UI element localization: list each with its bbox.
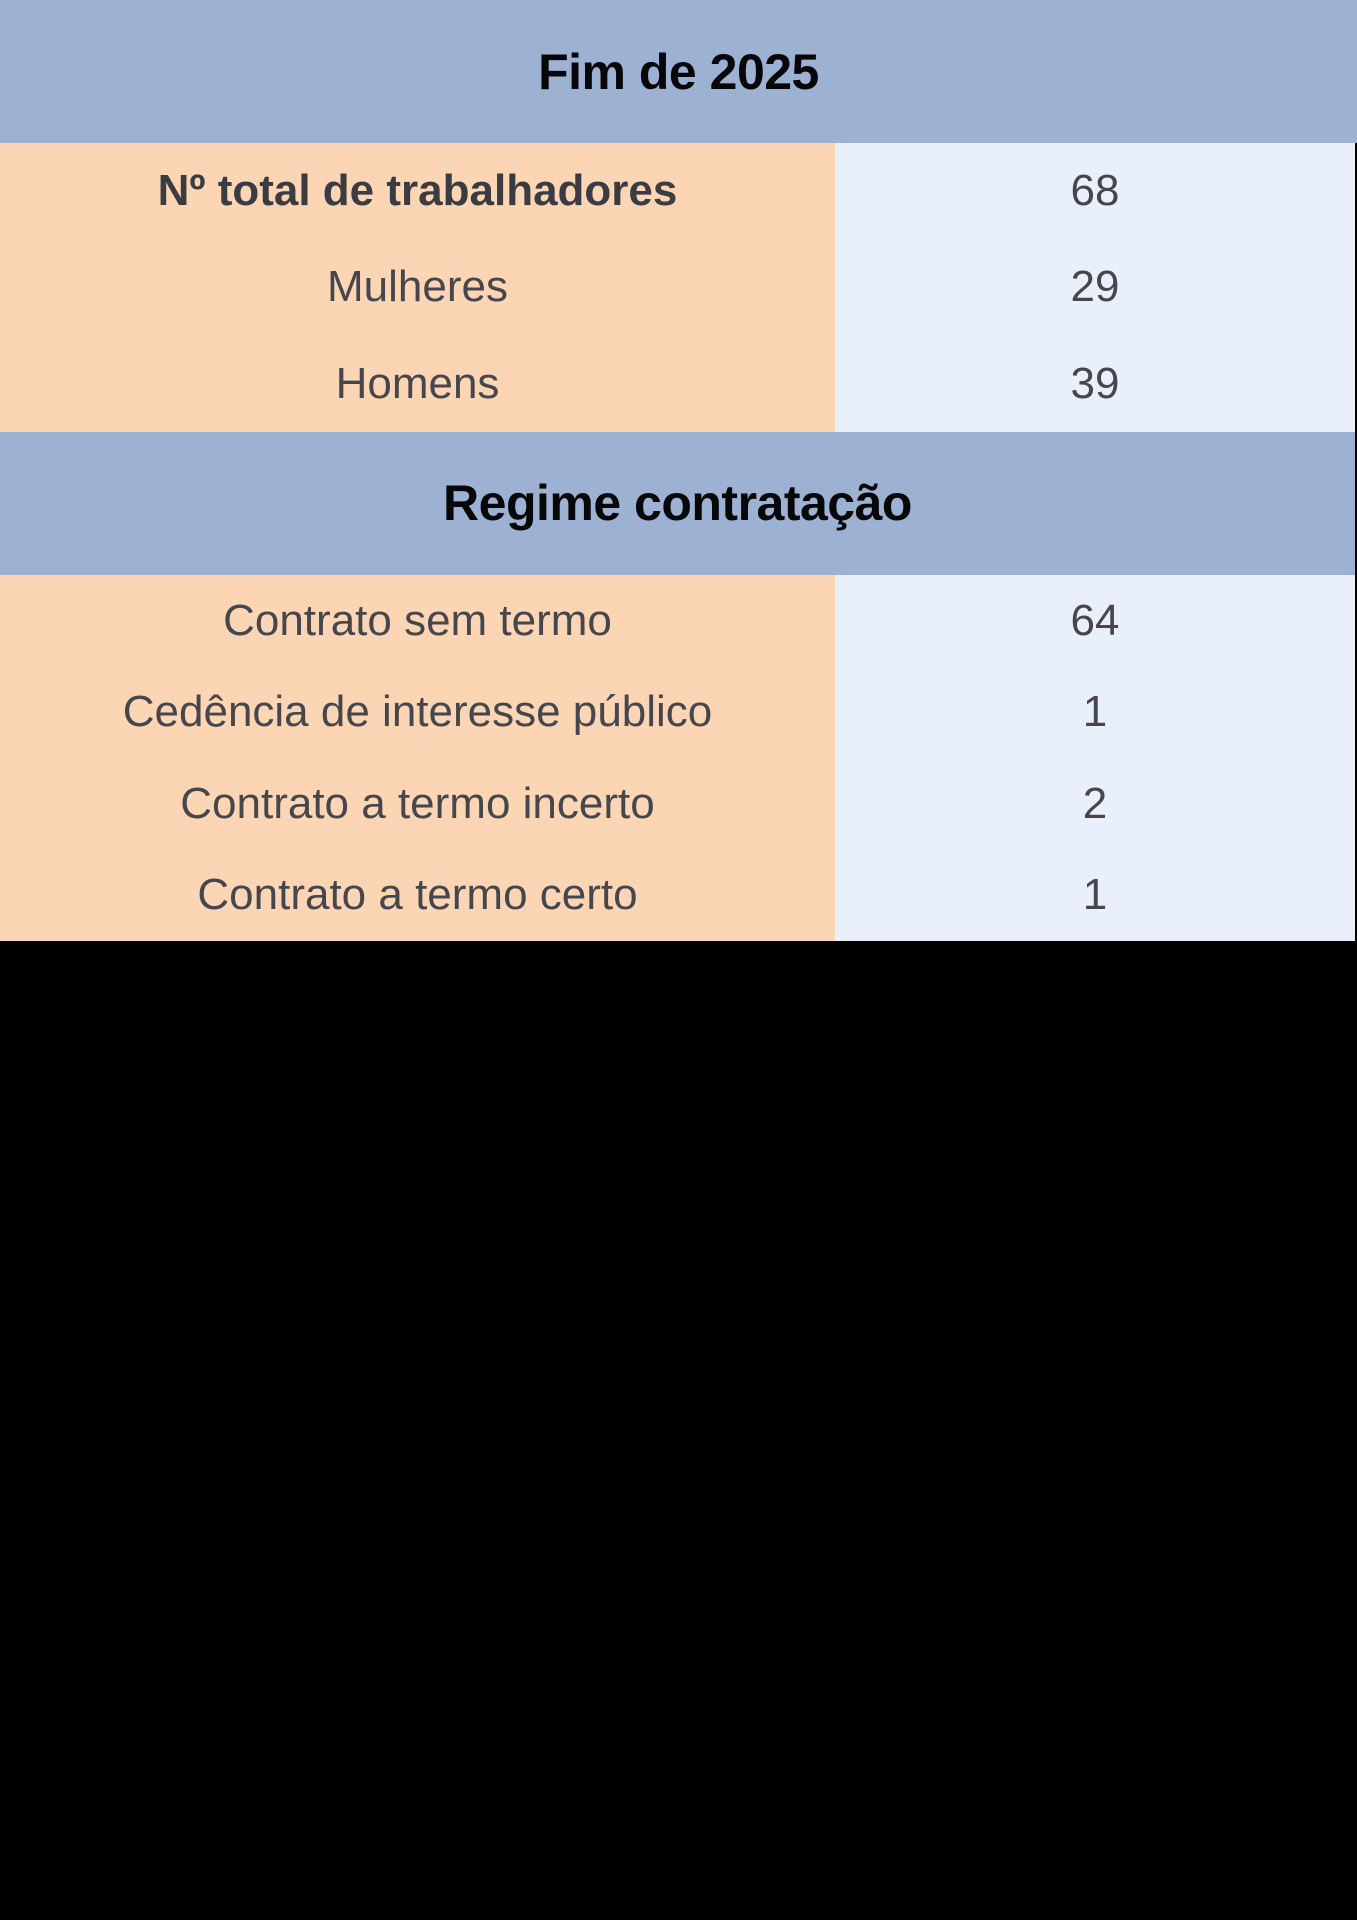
row-value: 1 bbox=[835, 666, 1355, 758]
table-row-cedencia-interesse-publico bbox=[0, 666, 1355, 758]
row-label: Homens bbox=[0, 336, 835, 432]
row-label: Cedência de interesse público bbox=[0, 666, 835, 758]
row-value: 2 bbox=[835, 758, 1355, 850]
row-label: Contrato sem termo bbox=[0, 575, 835, 667]
table-row-mulheres bbox=[0, 239, 1355, 335]
row-label: Nº total de trabalhadores bbox=[0, 143, 835, 239]
row-label: Mulheres bbox=[0, 239, 835, 335]
table-row-homens bbox=[0, 336, 1355, 432]
table-lower-area bbox=[0, 143, 1357, 941]
row-value: 68 bbox=[835, 143, 1355, 239]
row-label: Contrato a termo certo bbox=[0, 849, 835, 941]
table-row-total-trabalhadores bbox=[0, 143, 1355, 239]
empty-black-area bbox=[0, 941, 1357, 1920]
row-value: 39 bbox=[835, 336, 1355, 432]
row-value: 29 bbox=[835, 239, 1355, 335]
workers-stats-table bbox=[0, 0, 1357, 941]
table-row-contrato-termo-incerto bbox=[0, 758, 1355, 850]
table-row-contrato-termo-certo bbox=[0, 849, 1355, 941]
row-label: Contrato a termo incerto bbox=[0, 758, 835, 850]
section-header-fim-de-2025: Fim de 2025 bbox=[0, 0, 1357, 143]
section-header-regime-contratacao: Regime contratação bbox=[0, 432, 1355, 575]
table-row-contrato-sem-termo bbox=[0, 575, 1355, 667]
row-value: 1 bbox=[835, 849, 1355, 941]
row-value: 64 bbox=[835, 575, 1355, 667]
